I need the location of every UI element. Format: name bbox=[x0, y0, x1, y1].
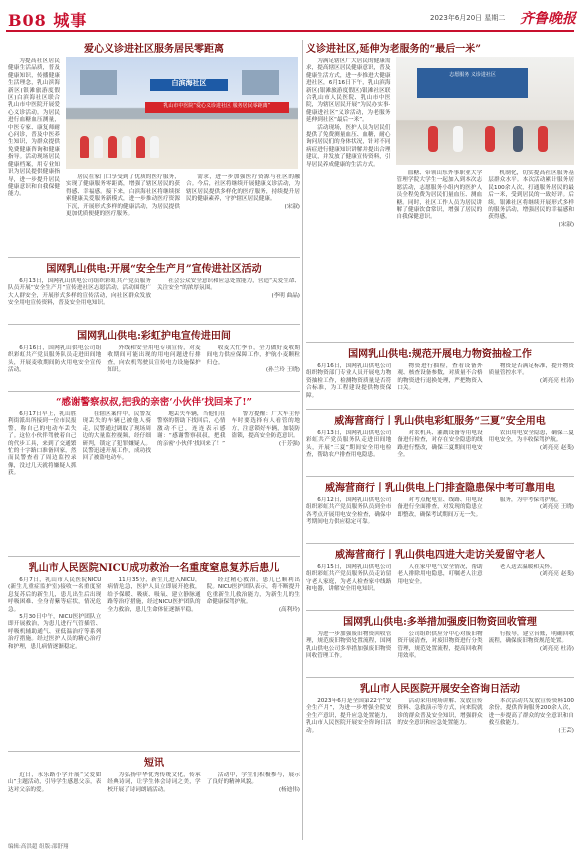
article-elderly-visit bbox=[306, 546, 574, 608]
article-column: 为满足辖区广大居民的健康需求，提高辖区居民健康意识，普及健康生活方式，进一步推进大健康进社区，6月16日下午，乳山滨海新区(银滩旅游度假区)银滩社区联合乳山市人民医院、乳山市中医院，为辖区居民开展“为民办实事·健康进社区”义诊活动，为老服务延伸到社区“最后一米”。 活动现场，医护人员为居民们提供了免费测量血压、血糖，耐心询问居民们的身体状况，针对不同病症进行健康知识讲解并提出合理建议，并发放了健康宣传资料，引导居民养成健康的生活方式。 bbox=[306, 58, 391, 168]
article-column: 为弘扬中华优秀传统文化，传承经典诗词，让学生体会诗词之美，学校开展了诗词朗诵活动。 bbox=[107, 772, 201, 793]
article-title: 乳山市人民医院NICU成功救治一名重度窒息复苏后患儿 bbox=[28, 563, 280, 574]
article-column: 活动中，学生们积极参与，展示了良好的精神风貌。 (杨迪伟) bbox=[206, 772, 300, 793]
article-title: 威海营商行丨乳山供电上门排查隐患保中考可靠用电 bbox=[325, 483, 555, 494]
article-column: 6月16日，国网乳山供电公司组织物资部门专业人员开展电力物资抽检工作，检测物资质量是否符合标准，为工程建设提供物资保障。 bbox=[306, 363, 392, 399]
byline: (刘亮亮 赵斐) bbox=[539, 571, 574, 578]
article-safety-month bbox=[8, 260, 300, 322]
article-column: 在辖区案件中，民警发现丢失的车辆已被他人骑走，民警通过调取了现场周边的大量监控视频，经仔细研判，锁定了犯罪嫌疑人。民警迅速开展工作，成功找回了被盗电动车。 bbox=[82, 411, 151, 462]
event-banner: 乳山市中医院“爱心义诊进社区 服务居民零距离” bbox=[145, 102, 289, 113]
article-column: 6月13日，国网乳山供电公司彩虹共产党员服务队走进田间地头，开展“三夏”期间安全用电检查，帮助农户排查用电隐患。 bbox=[306, 430, 392, 459]
article-column: 6月7日，乳山市人民医院NICU(新生儿重症监护室)接收一名重度窒息复苏后的新生儿，患儿出生后出现呼吸困难、全身青紫等症状，情况危急。 5月30日中午，NICU医护团队立即开展救治，为患儿进行气管插管、呼吸机辅助通气、亚低温治疗等系列治疗措施。经过医护人员的精心治疗和护理，患儿病情逐渐稳定。 bbox=[8, 577, 102, 650]
article-column: 6月12日，国网乳山供电公司组织彩虹共产党员服务队员到全市各考点开展用电安全检查，确保中考期间电力供应稳定可靠。 bbox=[306, 497, 392, 526]
clinic-group-photo bbox=[66, 57, 298, 169]
article-column: 外线和安全用电专项宣传，对麦收期间可能出现的用电问题进行排查，向农机驾驶员宣传电力设施保护知识。 bbox=[107, 345, 201, 374]
article-title: 短讯 bbox=[144, 758, 164, 769]
byline: (高利玲) bbox=[278, 606, 300, 613]
article-field-power bbox=[8, 327, 300, 389]
byline: (刘亮亮 杜涛) bbox=[539, 377, 574, 384]
article-column: 机制化，切实提高社区服务基层群众水平。本次活动累计服务居民100余人次，打通服务居民的最后一米，受到居民的一致好评。后续，银滩社区将继续开展形式多样的服务活动，增强居民的幸福感和获得感。 (宋淑) bbox=[488, 170, 574, 228]
article-column: 行报导，建立台账，明确回收流程，确保废旧物资规范处置。 (刘亮亮 杜涛) bbox=[488, 631, 574, 652]
article-column: 对农机具、灌溉设备等用电设备进行检查，对存在安全隐患的线路进行整改，确保三夏期间用电安全。 bbox=[397, 430, 483, 459]
stage-screen: 志愿服务 义诊进社区 bbox=[417, 68, 527, 98]
article-title: 爱心义诊进社区服务居民零距离 bbox=[84, 44, 224, 55]
article-column: 物资进行抽检，查看设备外观、核查设备参数，对质量不合格的物资进行退换处理，严把物资入口关。 bbox=[397, 363, 483, 392]
article-column: 近日，永乐路小学开展“父爱如山”主题活动，引导学生感恩父亲，表达对父亲的爱。 bbox=[8, 772, 102, 793]
article-column: 收麦大忙季节，全力做好麦收期间电力供应保障工作，护航小麦颗粒归仓。 (孙兰玲 王晓) bbox=[206, 345, 300, 374]
byline: (杨迪伟) bbox=[278, 786, 300, 793]
article-police-bike bbox=[8, 394, 300, 554]
article-nicu bbox=[8, 559, 300, 749]
page-footer: 编辑:高洪超 组版:邵舒翔 bbox=[8, 844, 69, 850]
article-column: 警方提醒：广大车主停车时要选择有人看管的地方，注意锁好车辆，加装防盗锁，提高安全防范意识。 (于芳强) bbox=[231, 411, 300, 447]
article-column: 血糖、带领山东外事职业大学管理学院大学生一起加入到本次志愿活动，志愿服务小组内的医护人员全程免费为居民们量血压、测血糖。同时，社区工作人员为居民讲解了健康饮食常识，增强了居民的自我保健意识。 bbox=[396, 170, 483, 221]
issue-date: 2023年6月20日 星期二 bbox=[430, 14, 506, 22]
article-column: 老人送去温暖和关怀。 (刘亮亮 赵斐) bbox=[489, 564, 574, 608]
article-exam-power bbox=[306, 479, 574, 541]
article-title: 乳山市人民医院开展安全咨询日活动 bbox=[360, 684, 520, 695]
byline: (宋淑) bbox=[558, 221, 574, 228]
byline: (于芳强) bbox=[278, 440, 300, 447]
article-column: 公司组织供应分中心对废旧物资开展清查，对废旧物资进行分类管理，规范处置流程，提高回收利用效率。 bbox=[397, 631, 483, 660]
article-title: “感谢警察叔叔,把我的亲密‘小伙伴’找回来了!” bbox=[55, 397, 253, 408]
article-column: 居民在家门口享受到了优质的医疗服务，实现了健康服务零距离，增强了辖区居民的获得感、幸福感。接下来，白滨海社区将继续探索健康关爱服务新模式，进一步推动医疗资源下沉，开展形式多样的健康活动，为居民提供更加优质便捷的医疗服务。 bbox=[66, 174, 180, 218]
article-column: 需求，进一步加强医疗资源与社区的融合。今后，社区将继续开展健康义诊活动，为辖区居民提供多样化的医疗服务，持续提升居民的健康素养，守护辖区居民健康。 (宋淑) bbox=[186, 174, 300, 210]
article-column: 人在家中电气安全情况，帮助老人排除用电隐患，叮嘱老人注意用电安全。 bbox=[397, 564, 483, 585]
article-column: 活动采用现场讲解、发放宣传资料、急救演示等方式，向来院就诊的群众普及安全知识，增强群众的安全意识和应急处置能力。 bbox=[397, 698, 483, 727]
volunteer-photo bbox=[396, 57, 574, 165]
article-column: 物资是否满足标准，提升物资质量管控水平。 (刘亮亮 杜涛) bbox=[488, 363, 574, 384]
article-column: 对考点配电室、线路、用电设备进行全面排查，对发现的隐患立即整改，确保考试期间万无一失。 bbox=[397, 497, 483, 518]
article-title: 威海营商行丨乳山供电彩虹服务“三夏”安全用电 bbox=[334, 416, 546, 427]
article-title: 威海营商行丨乳山供电四进大走访关爱留守老人 bbox=[335, 550, 545, 561]
article-title: 国网乳山供电:彩虹护电宣传进田间 bbox=[77, 331, 231, 342]
article-column: 2023年6月是全国第22个“安全生产月”，为进一步增强全院安全生产意识，提升应急处置能力，乳山市人民医院开展安全咨询日活动。 bbox=[306, 698, 392, 734]
article-column: 6月15日，国网乳山供电公司组织彩虹共产党员服务队员走访留守老人家庭，为老人检查家中线路和电器，讲解安全用电知识。 bbox=[306, 564, 392, 593]
byline: (李明 曲晶) bbox=[271, 292, 300, 299]
article-title: 义诊进社区,延伸为老服务的“最后一米” bbox=[306, 44, 481, 55]
article-column: 地丢失车辆，当他们在警察的帮助下找回后，心情激动不已，连连表示感谢：“感谢警察叔叔，把我的亲密‘小伙伴’找回来了！” bbox=[157, 411, 226, 447]
byline: (刘亮亮 赵斐) bbox=[539, 444, 574, 451]
byline: (刘亮亮 王晓) bbox=[539, 504, 574, 511]
byline: (刘亮亮 杜涛) bbox=[539, 645, 574, 652]
article-column: 6月16日，国网乳山供电公司组织彩虹共产党员服务队员走进田间地头，开展麦收期间防火用电安全宣传活动。 bbox=[8, 345, 102, 374]
article-safety-consult bbox=[306, 680, 574, 838]
byline: (孙兰玲 王晓) bbox=[265, 367, 300, 374]
newspaper-logo: 齐鲁晚报 bbox=[520, 11, 576, 27]
article-brief bbox=[8, 754, 300, 838]
article-title: 国网乳山供电:开展“安全生产月”宣传进社区活动 bbox=[46, 264, 262, 275]
article-column: 农田用电安全隐患，确保三夏用电安全，为丰收保驾护航。 (刘亮亮 赵斐) bbox=[488, 430, 574, 451]
article-summer-harvest bbox=[306, 412, 574, 474]
article-title: 国网乳山供电:多举措加强废旧物资回收管理 bbox=[343, 617, 537, 628]
article-column: 社会公众安全意识和应急处置能力，营造“关爱生命、关注安全”的浓厚氛围。 (李明 曲晶) bbox=[157, 278, 300, 299]
article-column: 6月17日早上，乳山胜利街派出所接到一位市民报警，称自己的电动车丢失了。这位小伙伴驾驶着自己的代步工具，来到了交通繁忙的十字路口准备回家，然而民警查看了周边监控录像，没过几天就将嫌疑人抓获。 bbox=[8, 411, 77, 477]
article-column: 经过精心救治，患儿已顺利出院。NICU医护团队表示，将不断提升危重新生儿救治能力，为新生儿的生命健康保驾护航。 (高利玲) bbox=[206, 577, 300, 613]
byline: (宋淑) bbox=[284, 203, 300, 210]
article-column: 为提高社区居民健康生活品质，普及健康知识，传播健康生活理念，乳山滨海新区(银滩旅游度假区)白滨海社区联合乳山市中医院开展爱心义诊活动。为居民进行血糖血压测量，中医专家、康复师耐心问诊，普及中医养生知识，为群众提供免费健康咨询和健康指导。活动现场居民健康档案，用专业知识为居民提供健康指导，进一步提升居民健康意识和自我保健能力。 bbox=[8, 58, 60, 198]
article-column: 为进一步加强废旧物资回收管理，规范废旧物资处置流程，国网乳山供电公司多举措加强废旧物资回收管理工作。 bbox=[306, 631, 392, 660]
article-column: 本次活动共发放宣传资料100余份，提供咨询服务200余人次，进一步提高了群众的安全意识和自救互救能力。 (王芸) bbox=[488, 698, 574, 734]
section-title: B08 城事 bbox=[8, 11, 88, 30]
article-column: 6月13日，国网乳山供电公司组织彩虹共产党员服务队员开展“安全生产月”宣传进社区志愿活动，活动围绕广大人群安全，开展形式多样的宣传活动，向社区群众发放安全用电宣传资料，普及安全用电知识。 bbox=[8, 278, 151, 307]
article-waste-recycling bbox=[306, 613, 574, 675]
article-column: 11月35分，新生儿进入NICU，病情危急，医护人员立即展开抢救，给予保暖、吸痰、吸氧、建立静脉通路等治疗措施，经过NICU医护团队的全力救治，患儿生命体征逐渐平稳。 bbox=[107, 577, 201, 613]
header-rule bbox=[6, 30, 574, 32]
article-material-inspection bbox=[306, 345, 574, 407]
community-sign: 白滨海社区 bbox=[150, 79, 229, 90]
page-header bbox=[0, 0, 580, 34]
article-column: 服务，为中考保驾护航。 (刘亮亮 王晓) bbox=[489, 497, 574, 541]
byline: (王芸) bbox=[558, 727, 574, 734]
article-title: 国网乳山供电:规范开展电力物资抽检工作 bbox=[348, 349, 532, 360]
